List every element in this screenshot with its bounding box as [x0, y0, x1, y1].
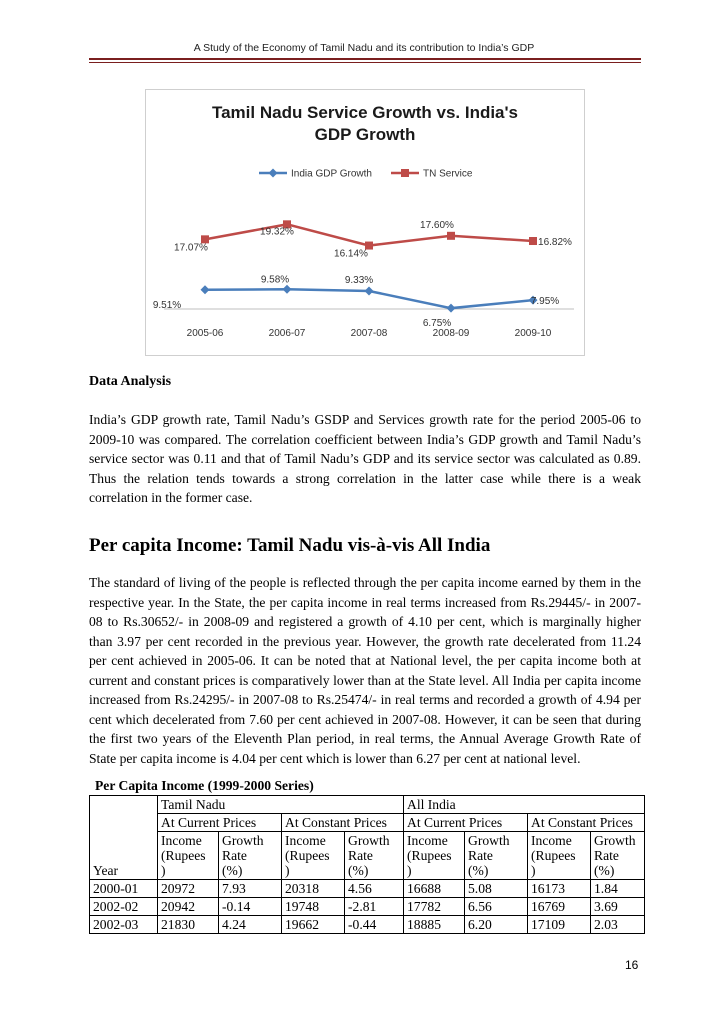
- x-tick-label: 2006-07: [268, 328, 306, 339]
- table-row: 2002-02 20942 -0.14 19748 -2.81 17782 6.56 16769 3.69: [90, 898, 645, 916]
- table-title: Per Capita Income (1999-2000 Series): [95, 778, 314, 793]
- india-current-prices: At Current Prices: [404, 814, 528, 832]
- income-header: Income (Rupees ): [404, 832, 465, 880]
- group-all-india: All India: [404, 796, 645, 814]
- x-tick-label: 2008-09: [432, 328, 470, 339]
- data-label: 17.60%: [420, 219, 454, 231]
- data-point: [283, 285, 292, 294]
- table-row: 2002-03 21830 4.24 19662 -0.44 18885 6.20 17109 2.03: [90, 916, 645, 934]
- india-constant-prices: At Constant Prices: [528, 814, 645, 832]
- table-column-header-row: [90, 832, 645, 880]
- data-label: 16.14%: [334, 248, 368, 260]
- header-rule-thick: [89, 58, 641, 60]
- paragraph-per-capita-income: The standard of living of the people is reflected through the per capita income earned by them in the respective year. In the State, the per capita income in real terms increased from Rs.29445/- in 2007-08 to Rs.30652/- in 2008-09 and registered a growth of 4.10 per cent, which is marginally higher than 3.97 per cent recorded in the previous year. However, the growth rate decelerated from 11.24 per cent achieved in 2005-06. It can be noted that at National level, the per capita income both at current and constant prices is comparatively lower than at the State level. All India per capita income increased from Rs.24295/- in 2007-08 to Rs.25474/- in real terms and recorded a growth of 4.94 per cent which decelerated from 7.60 per cent achieved in 2007-08. However, it can be seen that during the first two years of the Eleventh Plan period, in real terms, the Annual Average Growth Rate of State per capita income is 4.04 per cent which is lower than 6.27 per cent at national level.: [89, 575, 641, 766]
- growth-header: Growth Rate (%): [345, 832, 404, 880]
- header-rule-thin: [89, 62, 641, 63]
- data-label: 9.58%: [260, 274, 290, 286]
- x-tick-label: 2009-10: [514, 328, 552, 339]
- x-tick-label: 2005-06: [186, 328, 224, 339]
- year-header-cell: Year: [90, 796, 158, 880]
- data-label: 6.75%: [422, 318, 452, 330]
- growth-header: Growth Rate (%): [465, 832, 528, 880]
- data-label: 16.82%: [538, 237, 572, 249]
- income-header: Income (Rupees ): [282, 832, 345, 880]
- data-point: [447, 232, 455, 240]
- x-tick-label: 2007-08: [350, 328, 388, 339]
- heading-per-capita-income: Per capita Income: Tamil Nadu vis-à-vis All India: [89, 535, 491, 556]
- income-header: Income (Rupees ): [158, 832, 219, 880]
- data-point: [201, 285, 210, 294]
- table-row: 2000-01 20972 7.93 20318 4.56 16688 5.08 16173 1.84: [90, 880, 645, 898]
- data-point: [365, 286, 374, 295]
- page-number: 16: [625, 958, 639, 972]
- income-header: Income (Rupees ): [528, 832, 591, 880]
- per-capita-income-table: [89, 795, 645, 934]
- tn-constant-prices: At Constant Prices: [282, 814, 404, 832]
- growth-header: Growth Rate (%): [219, 832, 282, 880]
- chart-canvas: [146, 90, 584, 355]
- table-group-row: [90, 796, 645, 814]
- section-heading: Data Analysis: [89, 374, 172, 389]
- data-label: 19.32%: [260, 226, 294, 238]
- data-label: 9.33%: [344, 274, 374, 286]
- running-header: A Study of the Economy of Tamil Nadu and its contribution to India’s GDP: [193, 42, 535, 54]
- data-label: 17.07%: [174, 242, 208, 254]
- data-point: [529, 237, 537, 245]
- legend-label: India GDP Growth: [291, 168, 372, 180]
- legend-marker: [401, 169, 409, 177]
- table-subgroup-row: [90, 814, 645, 832]
- legend-marker: [269, 169, 278, 178]
- chart-title: Tamil Nadu Service Growth vs. India's GDP Growth: [211, 103, 519, 144]
- group-tamil-nadu: Tamil Nadu: [158, 796, 404, 814]
- data-label: 9.51%: [152, 299, 182, 311]
- data-point: [447, 304, 456, 313]
- paragraph-data-analysis: India’s GDP growth rate, Tamil Nadu’s GSDP and Services growth rate for the period 2005-06 to 2009-10 was compared. The correlation coefficient between India’s GDP growth and Tamil Nadu’s service sector was 0.11 and that of Tamil Nadu’s GDP and its service sector was calculated as 0.89. Thus the relation tends towards a strong correlation in the latter case while there is a weak correlation in the former case.: [89, 412, 641, 505]
- line-chart: [145, 89, 585, 356]
- legend-label: TN Service: [423, 168, 473, 180]
- tn-current-prices: At Current Prices: [158, 814, 282, 832]
- data-label: 7.95%: [530, 296, 560, 308]
- growth-header: Growth Rate (%): [591, 832, 645, 880]
